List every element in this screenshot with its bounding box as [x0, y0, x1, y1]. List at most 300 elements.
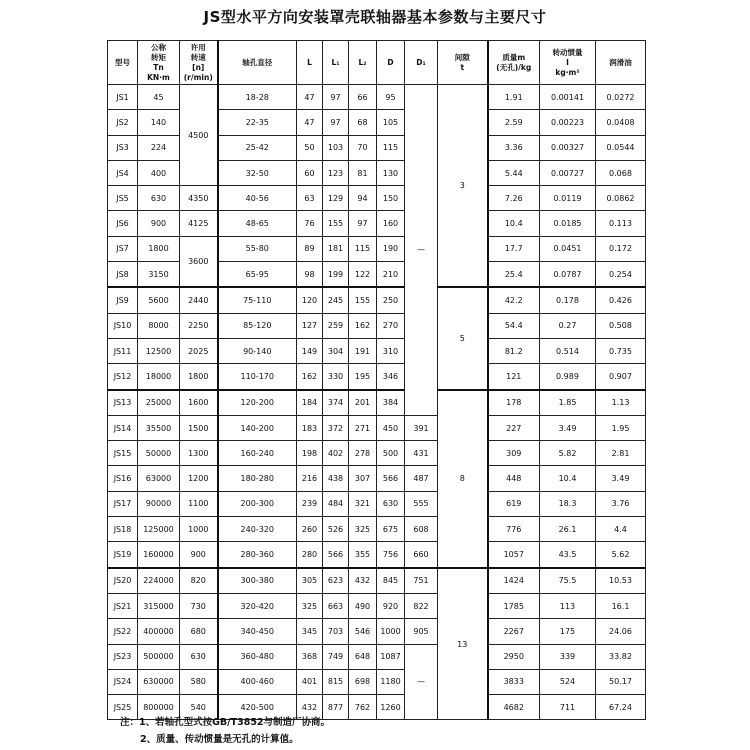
cell-speed: 4500 [180, 85, 218, 186]
cell-l2: 115 [349, 236, 377, 261]
header-torque: 公称 转矩 Tn KN·m [138, 41, 180, 85]
cell-torque: 8000 [138, 313, 180, 338]
cell-model: JS4 [108, 160, 138, 185]
cell-l: 89 [297, 236, 323, 261]
cell-grease: 0.735 [596, 338, 646, 363]
cell-d: 115 [377, 135, 405, 160]
cell-l1: 155 [323, 211, 349, 236]
cell-d: 1260 [377, 695, 405, 720]
cell-inertia: 0.989 [540, 364, 596, 390]
cell-d: 160 [377, 211, 405, 236]
page-title: JS型水平方向安装罩壳联轴器基本参数与主要尺寸 [203, 8, 547, 26]
cell-torque: 900 [138, 211, 180, 236]
cell-mass: 4682 [488, 695, 540, 720]
cell-l: 47 [297, 110, 323, 135]
cell-speed: 4125 [180, 211, 218, 236]
cell-model: JS7 [108, 236, 138, 261]
table-row [108, 364, 646, 390]
cell-d1: 905 [405, 619, 438, 644]
cell-grease: 0.0544 [596, 135, 646, 160]
cell-mass: 121 [488, 364, 540, 390]
cell-mass: 1424 [488, 568, 540, 594]
note-2: 2、质量、传动惯量是无孔的计算值。 [140, 734, 299, 745]
cell-gap: 5 [438, 287, 488, 389]
cell-l1: 259 [323, 313, 349, 338]
cell-inertia: 3.49 [540, 415, 596, 440]
footnotes [120, 714, 330, 748]
header-speed: 许用 转速 [n] (r/min) [180, 41, 218, 85]
cell-l1: 703 [323, 619, 349, 644]
cell-model: JS15 [108, 441, 138, 466]
cell-l2: 70 [349, 135, 377, 160]
cell-bore: 280-360 [218, 542, 297, 568]
cell-torque: 400000 [138, 619, 180, 644]
cell-l1: 374 [323, 390, 349, 416]
table-row [108, 441, 646, 466]
table-row [108, 517, 646, 542]
cell-bore: 75-110 [218, 287, 297, 313]
cell-l2: 546 [349, 619, 377, 644]
cell-grease: 0.0408 [596, 110, 646, 135]
cell-l: 325 [297, 593, 323, 618]
table-row [108, 593, 646, 618]
cell-d: 130 [377, 160, 405, 185]
cell-d1: 487 [405, 466, 438, 491]
cell-l2: 648 [349, 644, 377, 669]
header-row [108, 41, 646, 85]
cell-grease: 0.508 [596, 313, 646, 338]
cell-inertia: 18.3 [540, 491, 596, 516]
cell-mass: 1785 [488, 593, 540, 618]
cell-inertia: 175 [540, 619, 596, 644]
table-row [108, 466, 646, 491]
cell-torque: 400 [138, 160, 180, 185]
cell-grease: 2.81 [596, 441, 646, 466]
table-row [108, 287, 646, 313]
cell-d: 500 [377, 441, 405, 466]
cell-d: 250 [377, 287, 405, 313]
cell-l2: 122 [349, 262, 377, 288]
cell-mass: 81.2 [488, 338, 540, 363]
cell-l: 183 [297, 415, 323, 440]
header-mass: 质量m (无孔)/kg [488, 41, 540, 85]
cell-torque: 125000 [138, 517, 180, 542]
cell-torque: 500000 [138, 644, 180, 669]
cell-model: JS13 [108, 390, 138, 416]
cell-bore: 360-480 [218, 644, 297, 669]
cell-l1: 103 [323, 135, 349, 160]
cell-d1: 751 [405, 568, 438, 594]
cell-model: JS9 [108, 287, 138, 313]
table-row [108, 85, 646, 110]
cell-l: 280 [297, 542, 323, 568]
cell-d1: — [405, 85, 438, 416]
cell-bore: 48-65 [218, 211, 297, 236]
cell-l1: 438 [323, 466, 349, 491]
cell-gap: 13 [438, 568, 488, 720]
cell-l: 345 [297, 619, 323, 644]
cell-bore: 90-140 [218, 338, 297, 363]
cell-bore: 160-240 [218, 441, 297, 466]
cell-d1: 431 [405, 441, 438, 466]
cell-model: JS19 [108, 542, 138, 568]
table-row [108, 669, 646, 694]
cell-d1: 660 [405, 542, 438, 568]
cell-l: 60 [297, 160, 323, 185]
cell-d: 450 [377, 415, 405, 440]
cell-l2: 325 [349, 517, 377, 542]
cell-l2: 162 [349, 313, 377, 338]
cell-d: 384 [377, 390, 405, 416]
cell-speed: 3600 [180, 236, 218, 287]
cell-l: 198 [297, 441, 323, 466]
cell-bore: 40-56 [218, 186, 297, 211]
cell-grease: 16.1 [596, 593, 646, 618]
table-row [108, 211, 646, 236]
cell-model: JS14 [108, 415, 138, 440]
cell-torque: 90000 [138, 491, 180, 516]
cell-model: JS1 [108, 85, 138, 110]
cell-grease: 0.172 [596, 236, 646, 261]
cell-l2: 66 [349, 85, 377, 110]
cell-speed: 1600 [180, 390, 218, 416]
table-row [108, 390, 646, 416]
header-l: L [297, 41, 323, 85]
cell-d: 346 [377, 364, 405, 390]
cell-l1: 402 [323, 441, 349, 466]
cell-bore: 110-170 [218, 364, 297, 390]
cell-mass: 227 [488, 415, 540, 440]
cell-d: 630 [377, 491, 405, 516]
cell-d: 920 [377, 593, 405, 618]
cell-mass: 619 [488, 491, 540, 516]
cell-l1: 749 [323, 644, 349, 669]
cell-mass: 178 [488, 390, 540, 416]
cell-model: JS16 [108, 466, 138, 491]
cell-speed: 900 [180, 542, 218, 568]
cell-grease: 0.113 [596, 211, 646, 236]
cell-torque: 224000 [138, 568, 180, 594]
cell-l: 120 [297, 287, 323, 313]
cell-inertia: 0.0451 [540, 236, 596, 261]
cell-l2: 355 [349, 542, 377, 568]
cell-grease: 1.95 [596, 415, 646, 440]
cell-l1: 372 [323, 415, 349, 440]
cell-speed: 1500 [180, 415, 218, 440]
cell-l1: 97 [323, 85, 349, 110]
cell-l1: 877 [323, 695, 349, 720]
cell-speed: 1300 [180, 441, 218, 466]
cell-d: 190 [377, 236, 405, 261]
cell-l1: 97 [323, 110, 349, 135]
cell-inertia: 0.00223 [540, 110, 596, 135]
cell-model: JS23 [108, 644, 138, 669]
cell-d1: 608 [405, 517, 438, 542]
cell-l: 432 [297, 695, 323, 720]
parameter-table [107, 40, 646, 720]
cell-d1: 391 [405, 415, 438, 440]
cell-grease: 0.068 [596, 160, 646, 185]
cell-d: 675 [377, 517, 405, 542]
cell-model: JS18 [108, 517, 138, 542]
cell-mass: 7.26 [488, 186, 540, 211]
cell-torque: 630 [138, 186, 180, 211]
cell-bore: 65-95 [218, 262, 297, 288]
cell-d1: — [405, 644, 438, 720]
cell-d1: 555 [405, 491, 438, 516]
cell-l1: 484 [323, 491, 349, 516]
cell-l: 368 [297, 644, 323, 669]
cell-d: 1087 [377, 644, 405, 669]
cell-l2: 321 [349, 491, 377, 516]
cell-mass: 25.4 [488, 262, 540, 288]
cell-grease: 5.62 [596, 542, 646, 568]
cell-d: 95 [377, 85, 405, 110]
cell-l2: 68 [349, 110, 377, 135]
cell-l1: 330 [323, 364, 349, 390]
cell-bore: 300-380 [218, 568, 297, 594]
cell-torque: 224 [138, 135, 180, 160]
cell-l2: 271 [349, 415, 377, 440]
cell-speed: 820 [180, 568, 218, 594]
cell-bore: 200-300 [218, 491, 297, 516]
cell-mass: 5.44 [488, 160, 540, 185]
cell-speed: 680 [180, 619, 218, 644]
cell-l: 98 [297, 262, 323, 288]
cell-inertia: 0.00327 [540, 135, 596, 160]
cell-gap: 3 [438, 85, 488, 288]
cell-grease: 0.907 [596, 364, 646, 390]
cell-d: 150 [377, 186, 405, 211]
cell-inertia: 0.00141 [540, 85, 596, 110]
cell-l: 50 [297, 135, 323, 160]
cell-l1: 663 [323, 593, 349, 618]
cell-speed: 2025 [180, 338, 218, 363]
header-l2: L₂ [349, 41, 377, 85]
cell-inertia: 10.4 [540, 466, 596, 491]
cell-l2: 195 [349, 364, 377, 390]
cell-l1: 181 [323, 236, 349, 261]
cell-speed: 1800 [180, 364, 218, 390]
table-row [108, 542, 646, 568]
cell-l: 63 [297, 186, 323, 211]
cell-l1: 245 [323, 287, 349, 313]
cell-l2: 307 [349, 466, 377, 491]
cell-l: 162 [297, 364, 323, 390]
cell-l2: 490 [349, 593, 377, 618]
cell-torque: 45 [138, 85, 180, 110]
cell-bore: 400-460 [218, 669, 297, 694]
cell-l1: 526 [323, 517, 349, 542]
cell-d: 210 [377, 262, 405, 288]
cell-inertia: 0.0119 [540, 186, 596, 211]
cell-d1: 822 [405, 593, 438, 618]
cell-speed: 730 [180, 593, 218, 618]
cell-mass: 3.36 [488, 135, 540, 160]
cell-mass: 1.91 [488, 85, 540, 110]
cell-model: JS12 [108, 364, 138, 390]
header-d1: D₁ [405, 41, 438, 85]
cell-l: 305 [297, 568, 323, 594]
cell-inertia: 0.0787 [540, 262, 596, 288]
cell-inertia: 0.00727 [540, 160, 596, 185]
cell-inertia: 0.27 [540, 313, 596, 338]
header-gap: 间隙 t [438, 41, 488, 85]
cell-grease: 0.426 [596, 287, 646, 313]
cell-bore: 25-42 [218, 135, 297, 160]
table-row [108, 415, 646, 440]
cell-model: JS25 [108, 695, 138, 720]
cell-grease: 3.76 [596, 491, 646, 516]
cell-torque: 3150 [138, 262, 180, 288]
cell-mass: 309 [488, 441, 540, 466]
cell-d: 566 [377, 466, 405, 491]
cell-grease: 10.53 [596, 568, 646, 594]
cell-d: 1000 [377, 619, 405, 644]
cell-l: 149 [297, 338, 323, 363]
cell-l2: 155 [349, 287, 377, 313]
cell-inertia: 0.178 [540, 287, 596, 313]
cell-torque: 18000 [138, 364, 180, 390]
cell-torque: 50000 [138, 441, 180, 466]
cell-bore: 32-50 [218, 160, 297, 185]
cell-mass: 17.7 [488, 236, 540, 261]
cell-model: JS6 [108, 211, 138, 236]
cell-grease: 67.24 [596, 695, 646, 720]
cell-inertia: 0.0185 [540, 211, 596, 236]
cell-torque: 315000 [138, 593, 180, 618]
cell-speed: 4350 [180, 186, 218, 211]
cell-model: JS22 [108, 619, 138, 644]
cell-model: JS5 [108, 186, 138, 211]
cell-l2: 81 [349, 160, 377, 185]
cell-torque: 35500 [138, 415, 180, 440]
cell-bore: 55-80 [218, 236, 297, 261]
cell-speed: 2250 [180, 313, 218, 338]
cell-model: JS10 [108, 313, 138, 338]
cell-torque: 5600 [138, 287, 180, 313]
cell-l2: 698 [349, 669, 377, 694]
cell-speed: 630 [180, 644, 218, 669]
table-row [108, 313, 646, 338]
cell-bore: 420-500 [218, 695, 297, 720]
cell-inertia: 75.5 [540, 568, 596, 594]
cell-l1: 123 [323, 160, 349, 185]
table-row [108, 644, 646, 669]
cell-speed: 2440 [180, 287, 218, 313]
cell-inertia: 43.5 [540, 542, 596, 568]
cell-l: 47 [297, 85, 323, 110]
cell-mass: 2950 [488, 644, 540, 669]
header-model: 型号 [108, 41, 138, 85]
cell-mass: 3833 [488, 669, 540, 694]
cell-l2: 432 [349, 568, 377, 594]
cell-l: 239 [297, 491, 323, 516]
cell-inertia: 711 [540, 695, 596, 720]
cell-bore: 240-320 [218, 517, 297, 542]
cell-model: JS2 [108, 110, 138, 135]
cell-mass: 54.4 [488, 313, 540, 338]
cell-inertia: 113 [540, 593, 596, 618]
cell-mass: 776 [488, 517, 540, 542]
cell-grease: 33.82 [596, 644, 646, 669]
table-row [108, 236, 646, 261]
cell-l: 401 [297, 669, 323, 694]
cell-torque: 12500 [138, 338, 180, 363]
cell-model: JS17 [108, 491, 138, 516]
table-body [108, 85, 646, 720]
cell-l1: 129 [323, 186, 349, 211]
cell-l2: 762 [349, 695, 377, 720]
note-1: 注：1、若轴孔型式按GB/T3852与制造厂协商。 [120, 717, 331, 728]
cell-l2: 97 [349, 211, 377, 236]
table-row [108, 568, 646, 594]
cell-grease: 50.17 [596, 669, 646, 694]
cell-d: 270 [377, 313, 405, 338]
cell-torque: 1800 [138, 236, 180, 261]
cell-torque: 25000 [138, 390, 180, 416]
cell-speed: 1200 [180, 466, 218, 491]
cell-l: 127 [297, 313, 323, 338]
cell-bore: 85-120 [218, 313, 297, 338]
cell-mass: 1057 [488, 542, 540, 568]
cell-d: 1180 [377, 669, 405, 694]
cell-gap: 8 [438, 390, 488, 568]
cell-inertia: 339 [540, 644, 596, 669]
cell-d: 105 [377, 110, 405, 135]
table-row [108, 338, 646, 363]
cell-model: JS3 [108, 135, 138, 160]
cell-mass: 2267 [488, 619, 540, 644]
cell-torque: 140 [138, 110, 180, 135]
cell-inertia: 5.82 [540, 441, 596, 466]
cell-grease: 0.0272 [596, 85, 646, 110]
cell-speed: 540 [180, 695, 218, 720]
cell-grease: 0.0862 [596, 186, 646, 211]
cell-model: JS20 [108, 568, 138, 594]
cell-l1: 304 [323, 338, 349, 363]
table-row [108, 186, 646, 211]
cell-l: 216 [297, 466, 323, 491]
cell-torque: 63000 [138, 466, 180, 491]
cell-inertia: 0.514 [540, 338, 596, 363]
cell-model: JS11 [108, 338, 138, 363]
cell-model: JS8 [108, 262, 138, 288]
cell-l: 184 [297, 390, 323, 416]
cell-d: 310 [377, 338, 405, 363]
cell-bore: 340-450 [218, 619, 297, 644]
cell-grease: 24.06 [596, 619, 646, 644]
cell-l1: 815 [323, 669, 349, 694]
cell-mass: 448 [488, 466, 540, 491]
cell-speed: 1100 [180, 491, 218, 516]
cell-bore: 140-200 [218, 415, 297, 440]
cell-l2: 94 [349, 186, 377, 211]
header-bore: 轴孔直径 [218, 41, 297, 85]
cell-inertia: 26.1 [540, 517, 596, 542]
cell-bore: 120-200 [218, 390, 297, 416]
cell-l: 76 [297, 211, 323, 236]
cell-bore: 180-280 [218, 466, 297, 491]
table-row [108, 491, 646, 516]
cell-l2: 191 [349, 338, 377, 363]
header-grease: 润滑油 [596, 41, 646, 85]
cell-inertia: 524 [540, 669, 596, 694]
cell-model: JS21 [108, 593, 138, 618]
cell-l2: 278 [349, 441, 377, 466]
cell-d: 845 [377, 568, 405, 594]
cell-bore: 22-35 [218, 110, 297, 135]
